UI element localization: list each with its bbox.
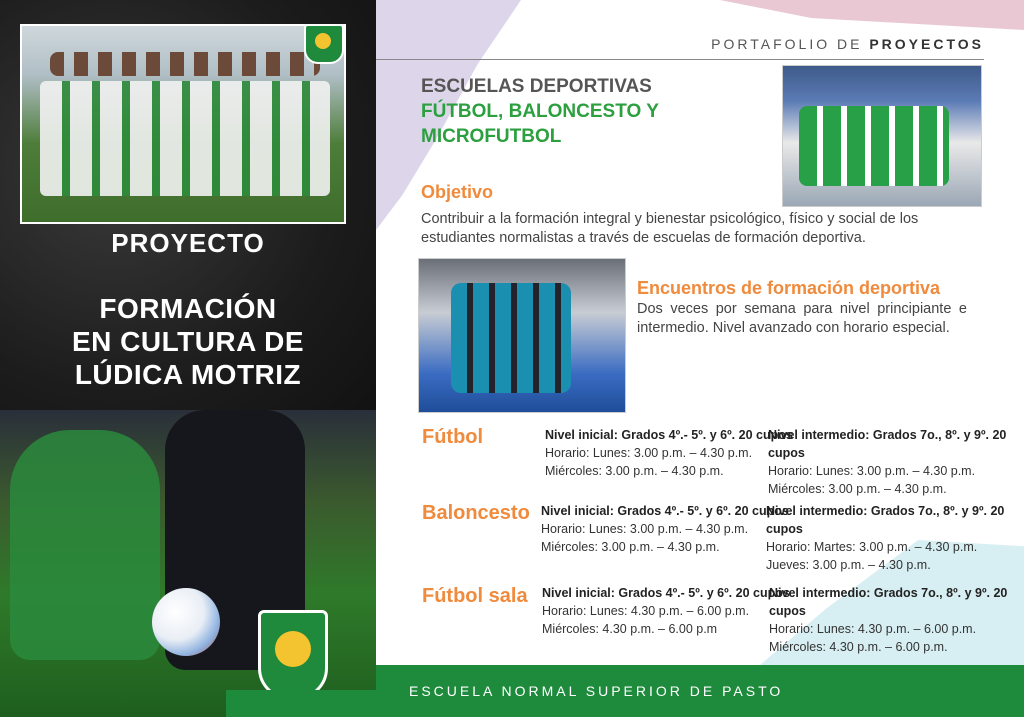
sport-name-futbol-sala: Fútbol sala <box>422 585 528 607</box>
schedule-line: Miércoles: 3.00 p.m. – 4.30 p.m. <box>768 482 947 496</box>
encuentros-title: Encuentros de formación deportiva <box>637 278 941 298</box>
project-label: PROYECTO <box>111 228 265 258</box>
crest-emblem <box>315 33 331 49</box>
schedule-line: Horario: Lunes: 3.00 p.m. – 4.30 p.m. <box>545 446 753 460</box>
escuelas-subtitle-line1: FÚTBOL, BALONCESTO Y <box>421 101 659 122</box>
schedule-baloncesto-inicial <box>541 502 789 556</box>
school-crest-icon <box>304 24 344 64</box>
level-label: Nivel intermedio: Grados 7o., 8º. y 9º. 20 cupos <box>768 428 1007 460</box>
sport-name-futbol: Fútbol <box>422 426 484 448</box>
team-photo <box>20 24 346 224</box>
schedule-line: Miércoles: 4.30 p.m. – 6.00 p.m. <box>769 640 948 654</box>
project-title-line1: FORMACIÓN <box>99 293 277 324</box>
level-label: Nivel inicial: Grados 4º.- 5º. y 6º. 20 cupos <box>545 428 793 442</box>
level-label: Nivel intermedio: Grados 7o., 8º. y 9º. 20 cupos <box>769 586 1008 618</box>
team-shirts <box>40 81 330 196</box>
soccer-photo <box>0 410 376 717</box>
schedule-line: Miércoles: 4.30 p.m. – 6.00 p.m <box>542 622 718 636</box>
objetivo-title: Objetivo <box>421 182 494 202</box>
team-heads <box>50 52 320 76</box>
soccer-ball-icon <box>152 588 220 656</box>
level-label: Nivel inicial: Grados 4º.- 5º. y 6º. 20 cupos <box>541 504 789 518</box>
schedule-futbol-inicial <box>545 426 793 480</box>
escuelas-subtitle <box>421 99 751 149</box>
header-bold: PROYECTOS <box>869 36 984 52</box>
escuelas-title: ESCUELAS DEPORTIVAS <box>421 76 652 97</box>
level-label: Nivel inicial: Grados 4º.- 5º. y 6º. 20 cupos <box>542 586 790 600</box>
schedule-line: Horario: Martes: 3.00 p.m. – 4.30 p.m. <box>766 540 978 554</box>
project-title-line2: EN CULTURA DE <box>71 326 305 357</box>
project-title-line3: LÚDICA MOTRIZ <box>74 359 302 390</box>
schedule-line: Horario: Lunes: 4.30 p.m. – 6.00 p.m. <box>542 604 750 618</box>
project-title <box>0 292 376 391</box>
header-divider <box>376 59 984 60</box>
schedule-futbol-intermedio <box>768 426 1024 498</box>
schedule-futbol-sala-inicial <box>542 584 790 638</box>
objetivo-text: Contribuir a la formación integral y bienestar psicológico, físico y social de los estudiantes normalistas a través de escuelas de formación deportiva. <box>421 211 919 246</box>
level-label: Nivel intermedio: Grados 7o., 8º. y 9º. 20 cupos <box>766 504 1005 536</box>
encuentros-text: Dos veces por semana para nivel principiante e intermedio. Nivel avanzado con horario especial. <box>637 301 967 336</box>
sport-name-baloncesto: Baloncesto <box>422 502 530 524</box>
escuelas-subtitle-line2: MICROFUTBOL <box>421 126 562 147</box>
page-header <box>711 36 984 52</box>
schedule-line: Horario: Lunes: 4.30 p.m. – 6.00 p.m. <box>769 622 977 636</box>
girls-team-photo <box>782 65 982 207</box>
girls-team-row <box>799 106 949 186</box>
footer-text: ESCUELA NORMAL SUPERIOR DE PASTO <box>409 683 784 699</box>
schedule-line: Miércoles: 3.00 p.m. – 4.30 p.m. <box>541 540 720 554</box>
schedule-line: Miércoles: 3.00 p.m. – 4.30 p.m. <box>545 464 724 478</box>
header-prefix: PORTAFOLIO DE <box>711 36 870 52</box>
schedule-line: Horario: Lunes: 3.00 p.m. – 4.30 p.m. <box>541 522 749 536</box>
left-panel <box>0 0 376 717</box>
basketball-team-row <box>451 283 571 393</box>
footer-left-band <box>226 690 376 717</box>
crest-large-emblem <box>275 631 311 667</box>
schedule-futbol-sala-intermedio <box>769 584 1024 656</box>
schedule-baloncesto-intermedio <box>766 502 1024 574</box>
basketball-team-photo <box>418 258 626 413</box>
schedule-line: Jueves: 3.00 p.m. – 4.30 p.m. <box>766 558 931 572</box>
player-green <box>10 430 160 660</box>
school-crest-large-icon <box>258 610 328 700</box>
schedule-line: Horario: Lunes: 3.00 p.m. – 4.30 p.m. <box>768 464 976 478</box>
